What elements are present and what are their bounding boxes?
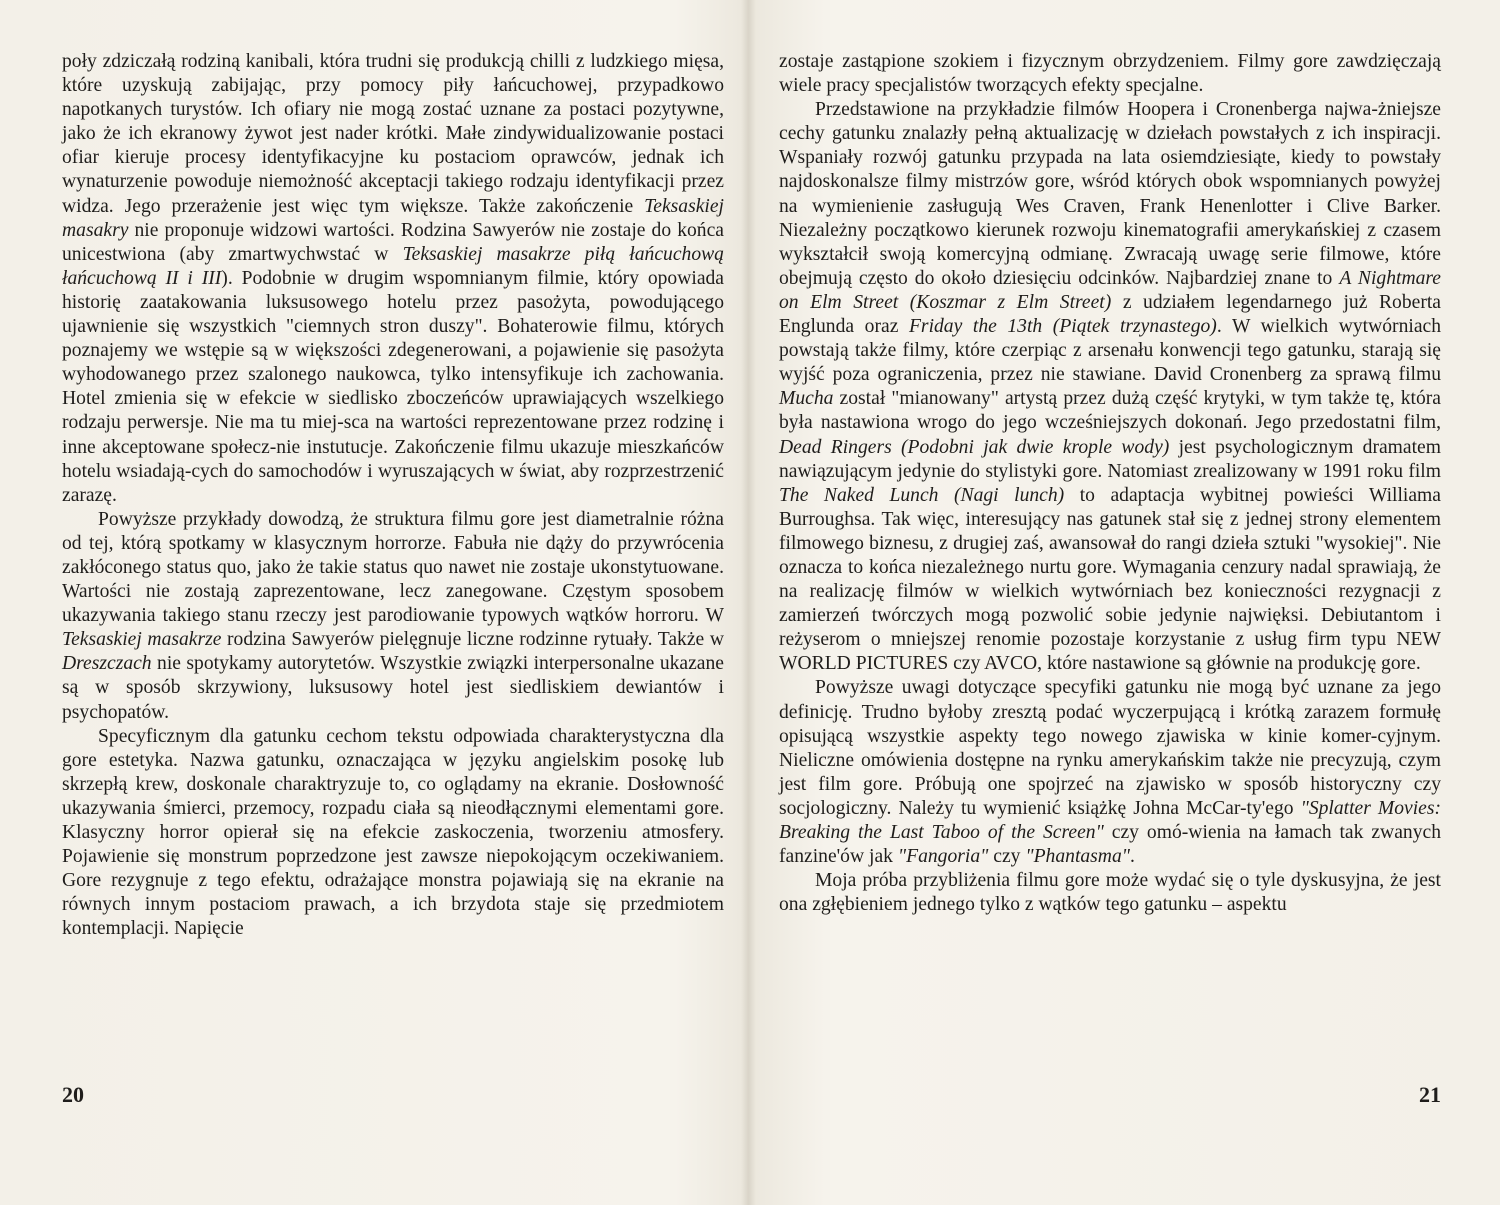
- text-run: to adaptacja wybitnej powieści Williama Burroughsa. Tak więc, interesujący nas gatunek stał się z jednej strony elementem filmowego biznesu, z drugiej zaś, awansował do rangi dzieła sztuki "wysokiej". Nie oznacza to końca niezależnego nurtu gore. Wymagania cenzury nadal sprawiają, że na realizację filmów w wielkich wytwórniach bez konieczności rezygnacji z zamierzeń twórczych mogą pozwolić sobie jedynie najwięksi. Debiutantom i reżyserom o mniejszej renomie pozostaje korzystanie z usług firm typu NEW WORLD PICTURES czy AVCO, które nastawione są głównie na produkcję gore.: [779, 484, 1441, 675]
- text-run: czy: [988, 846, 1026, 868]
- italic-title: Teksaskiej masakrze piłą łańcuchową łańcuchową II i III: [62, 243, 724, 289]
- italic-title: Dreszczach: [62, 653, 152, 675]
- text-run: rodzina Sawyerów pielęgnuje liczne rodzinne rytuały. Także w: [221, 629, 724, 651]
- text-run: został "mianowany" artystą przez dużą część krytyki, w tym także tę, która była nastawiona wrogo do jego wcześniejszych dokonań. Jego przedostatni film,: [779, 388, 1441, 434]
- page-number-left: 20: [62, 1082, 84, 1107]
- paragraph: [62, 508, 724, 725]
- text-run: poły zdziczałą rodziną kanibali, która trudni się produkcją chilli z ludzkiego mięsa, które uzyskują zabijając, przy pomocy piły łańcuchowej, przypadkowo napotkanych turystów. Ich ofiary nie mogą zostać uznane za postaci pozytywne, jako że ich ekranowy żywot jest nader krótki. Małe zindywidualizowanie postaci ofiar kieruje procesy identyfikacyjne ku postaciom oprawców, jednak ich wynaturzenie powoduje niemożność akceptacji takiego rodzaju identyfikacji przez widza. Jego przerażenie jest więc tym większe. Także zakończenie: [62, 51, 724, 217]
- text-run: .: [1130, 846, 1135, 868]
- text-run: zostaje zastąpione szokiem i fizycznym obrzydzeniem. Filmy gore zawdzięczają wiele pracy specjalistów tworzących efekty specjalne.: [779, 51, 1441, 97]
- italic-title: The Naked Lunch (Nagi lunch): [779, 484, 1065, 506]
- text-run: z udziałem legendarnego już Roberta Englunda oraz: [779, 291, 1441, 338]
- italic-title: "Phantasma": [1025, 846, 1130, 868]
- text-run: czy omó-wienia na łamach tak zwanych fanzine'ów jak: [779, 822, 1441, 868]
- text-run: ). Podobnie w drugim wspomnianym filmie, który opowiada historię zaatakowania luksusowego hotelu przez pasożyta, powodującego ujawnienie się wszystkich "ciemnych stron duszy". Bohaterowie filmu, których poznajemy we wstępie są w większości zdegenerowani, a pojawienie się pasożyta wyhodowanego przez szalonego naukowca, tylko intensyfikuje ich zachowania. Hotel zmienia się w efekcie w siedlisko zboczeńców uprawiających wszelkiego rodzaju perwersje. Nie ma tu miej-sca na wartości reprezentowane przez rodzinę i inne akceptowane społecz-nie instutucje. Zakończenie filmu ukazuje mieszkańców hotelu wsiadają-cych do samochodów i wyruszających w świat, aby rozprzestrzenić zarazę.: [62, 267, 725, 506]
- paragraph: [779, 676, 1441, 869]
- italic-title: "Splatter Movies: Breaking the Last Taboo of the Screen": [779, 797, 1442, 843]
- italic-title: "Fangoria": [897, 846, 989, 868]
- text-run: Powyższe uwagi dotyczące specyfiki gatunku nie mogą być uznane za jego definicję. Trudno byłoby zresztą podać wyczerpującą i krótką zarazem formułę opisującą wszystkie aspekty tego nowego zjawiska w kinie komer-cyjnym. Nieliczne omówienia dostępne na rynku amerykańskim także nie precyzują, czym jest film gore. Próbują one spojrzeć na zjawisko w sposób historyczny czy socjologiczny. Należy tu wymienić książkę Johna McCar-ty'ego: [779, 677, 1441, 819]
- italic-title: Teksaskiej masakry: [62, 195, 724, 241]
- left-page-text: [62, 50, 724, 941]
- text-run: nie proponuje widzowi wartości. Rodzina Sawyerów nie zostaje do końca unicestwiona (aby zmartwychwstać w: [62, 219, 724, 265]
- paragraph: [779, 869, 1441, 917]
- right-page-text: [779, 50, 1441, 917]
- paragraph: [779, 50, 1441, 98]
- italic-title: A Nightmare on Elm Street (Koszmar z Elm Street): [779, 267, 1441, 313]
- text-run: . W wielkich wytwórniach powstają także filmy, które czerpiąc z arsenału konwencji tego gatunku, starają się wyjść poza ograniczenia, przez nie stawiane. David Cronenberg za sprawą filmu: [779, 316, 1442, 386]
- text-run: nie spotykamy autorytetów. Wszystkie związki interpersonalne ukazane są w sposób skrzywiony, luksusowy hotel jest siedliskiem dewiantów i psychopatów.: [62, 653, 724, 723]
- italic-title: Dead Ringers (Podobni jak dwie krople wody): [779, 436, 1170, 458]
- paragraph: [62, 725, 724, 942]
- text-run: Przedstawione na przykładzie filmów Hoopera i Cronenberga najwa-żniejsze cechy gatunku znalazły pełną aktualizację w dziełach powstałych z ich inspiracji. Wspaniały rozwój gatunku przypada na lata osiemdziesiąte, kiedy to powstały najdoskonalsze filmy mistrzów gore, wśród których obok wspomnianych powyżej na wymienienie zasługują Wes Craven, Frank Henenlotter i Clive Barker. Niezależny początkowo kierunek rozwoju kinematografii amerykańskiej z czasem wykształcił swoją komercyjną odmianę. Zwracają uwagę serie filmowe, które obejmują często do około dziesięciu odcinków. Najbardziej znane to: [779, 99, 1441, 289]
- text-run: jest psychologicznym dramatem nawiązującym jedynie do stylistyki gore. Natomiast zrealizowany w 1991 roku film: [779, 436, 1441, 482]
- text-run: Powyższe przykłady dowodzą, że struktura filmu gore jest diametralnie różna od tej, którą spotkamy w klasycznym horrorze. Fabuła nie dąży do przywrócenia zakłóconego status quo, jako że takie status quo nawet nie zostaje ukonstytuowane. Wartości nie zostają zaprezentowane, lecz zanegowane. Częstym sposobem ukazywania takiego stanu rzeczy jest parodiowanie typowych wątków horroru. W: [62, 508, 724, 627]
- text-run: Moja próba przybliżenia filmu gore może wydać się o tyle dyskusyjna, że jest ona zgłębieniem jednego tylko z wątków tego gatunku – aspektu: [779, 870, 1441, 916]
- paragraph: [62, 50, 724, 508]
- paragraph: [779, 98, 1441, 676]
- page-number-right: 21: [1419, 1082, 1441, 1107]
- italic-title: Mucha: [779, 388, 834, 410]
- italic-title: Teksaskiej masakrze: [62, 629, 222, 651]
- text-run: Specyficznym dla gatunku cechom tekstu odpowiada charakterystyczna dla gore estetyka. Nazwa gatunku, oznaczająca w języku angielskim posokę lub skrzepłą krew, doskonale charaktryzuje to, co oglądamy na ekranie. Dosłowność ukazywania śmierci, przemocy, rozpadu ciała są nieodłącznymi elementami gore. Klasyczny horror opierał się na efekcie zaskoczenia, tworzeniu atmosfery. Pojawienie się monstrum poprzedzone jest zawsze niepokojącym oczekiwaniem. Gore rezygnuje z tego efektu, odrażające monstra pojawiają się na ekranie na równych innym postaciom prawach, a ich brzydota staje się przedmiotem kontemplacji. Napięcie: [62, 725, 724, 940]
- italic-title: Friday the 13th (Piątek trzynastego): [908, 316, 1217, 338]
